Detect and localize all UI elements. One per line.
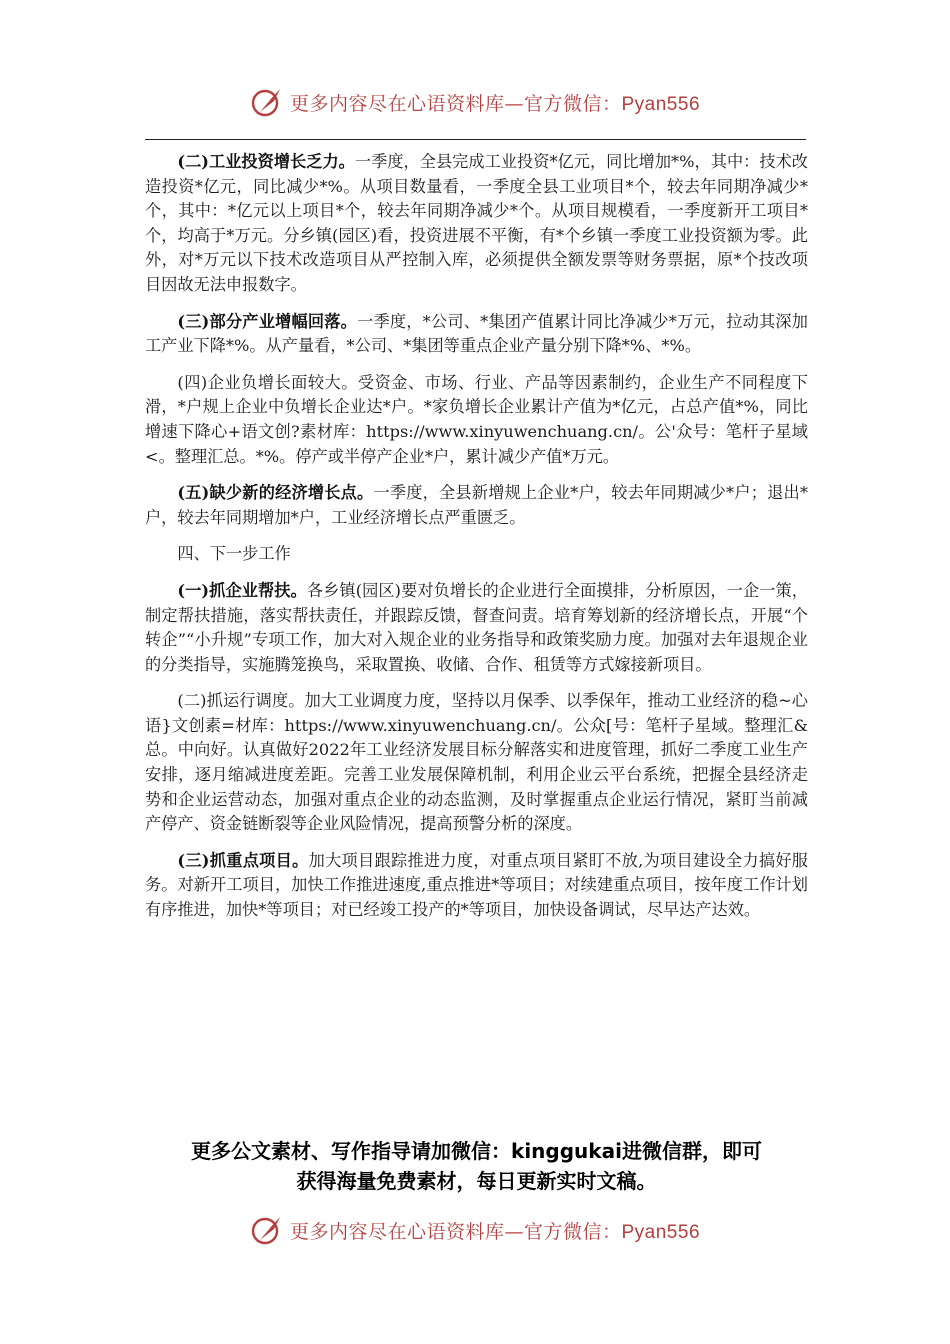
paragraph-negative-growth <box>145 371 808 469</box>
paragraph-text: (四)企业负增长面较大。受资金、市场、行业、产品等因素制约，企业生产不同程度下滑，*户规上企业中负增长企业达*户。*家负增长企业累计产值为*亿元，占总产值*%，同比增速下降心+语文创?素材库：https://www.xinyuwenchuang.cn/。公'众号：笔杆子星域<。整理汇总。*%。停产或半停产企业*户，累计减少产值*万元。 <box>145 372 808 466</box>
paragraph-text: 加大项目跟踪推进力度，对重点项目紧盯不放,为项目建设全力搞好服务。对新开工项目，加快工作推进速度,重点推进*等项目；对续建重点项目，按年度工作计划有序推进，加快*等项目；对已经竣工投产的*等项目，加快设备调试，尽早达产达效。 <box>145 850 808 920</box>
paragraph-key-projects <box>145 849 808 923</box>
paragraph-heading: (二)工业投资增长乏力。 <box>177 152 355 171</box>
paragraph-text: 各乡镇(园区)要对负增长的企业进行全面摸排，分析原因，一企一策，制定帮扶措施，落实帮扶责任，并跟踪反馈，督查问责。培育筹划新的经济增长点，开展“个转企”“小升规”专项工作，加大对入规企业的业务指导和政策奖励力度。加强对去年退规企业的分类指导，实施腾笼换鸟，采取置换、收储、合作、租赁等方式嫁接新项目。 <box>145 580 808 674</box>
quill-logo-icon <box>250 85 284 119</box>
paragraph-heading: (三)部分产业增幅回落。 <box>177 311 358 331</box>
paragraph-enterprise-assistance <box>145 579 808 677</box>
header-banner <box>0 82 950 122</box>
footer-banner <box>0 1210 950 1250</box>
paragraph-text: (二)抓运行调度。加大工业调度力度，坚持以月保季、以季保年，推动工业经济的稳~心语}文创素=材库：https://www.xinyuwenchuang.cn/。公众[号：笔杆子星域。整理汇&总。中向好。认真做好2022年工业经济发展目标分解落实和进度管理，抓好二季度工业生产安排，逐月缩减进度差距。完善工业发展保障机制，利用企业云平台系统，把握全县经济走势和企业运营动态，加强对重点企业的动态监测，及时掌握重点企业运行情况，紧盯当前减产停产、资金链断裂等企业风险情况，提高预警分析的深度。 <box>145 691 808 834</box>
paragraph-text: 一季度，全县完成工业投资*亿元，同比增加*%，其中：技术改造投资*亿元，同比减少*%。从项目数量看，一季度全县工业项目*个，较去年同期净减少*个，其中：*亿元以上项目*个，较去年同期净减少*个。从项目规模看，一季度新开工项目*个，均高于*万元。分乡镇(园区)看，投资进展不平衡，有*个乡镇一季度工业投资额为零。此外，对*万元以下技术改造项目从严控制入库，必须提供全额发票等财务票据，原*个技改项目因故无法申报数字。 <box>145 152 808 294</box>
paragraph-industry-growth <box>145 310 808 359</box>
paragraph-heading: (一)抓企业帮扶。 <box>177 580 307 600</box>
promo-block <box>145 1136 808 1196</box>
paragraph-text: 一季度，全县新增规上企业*户，较去年同期减少*户；退出*户，较去年同期增加*户，工业经济增长点严重匮乏。 <box>145 483 808 527</box>
header-banner-wechat: Pyan556 <box>621 93 701 115</box>
header-banner-main: 更多内容尽在心语资料库—官方微信： <box>289 92 622 115</box>
section-title: 四、下一步工作 <box>177 544 291 564</box>
footer-banner-wechat: Pyan556 <box>621 1221 701 1243</box>
paragraph-heading: (五)缺少新的经济增长点。 <box>177 483 374 503</box>
header-banner-text <box>290 89 700 116</box>
footer-banner-main: 更多内容尽在心语资料库—官方微信： <box>289 1220 622 1243</box>
paragraph-heading: (三)抓重点项目。 <box>177 850 309 870</box>
document-body <box>145 150 808 935</box>
quill-logo-icon <box>250 1213 284 1247</box>
paragraph-operation-scheduling <box>145 689 808 837</box>
footer-banner-text <box>290 1217 700 1244</box>
promo-line-2: 获得海量免费素材，每日更新实时文稿。 <box>296 1169 657 1193</box>
header-divider <box>145 139 806 140</box>
paragraph-industrial-investment <box>145 150 808 298</box>
paragraph-new-growth-points <box>145 481 808 530</box>
promo-line-1: 更多公文素材、写作指导请加微信：kinggukai进微信群，即可 <box>191 1139 762 1163</box>
paragraph-text: 一季度，*公司、*集团产值累计同比净减少*万元，拉动其深加工产业下降*%。从产量看，*公司、*集团等重点企业产量分别下降*%、*%。 <box>145 311 808 356</box>
